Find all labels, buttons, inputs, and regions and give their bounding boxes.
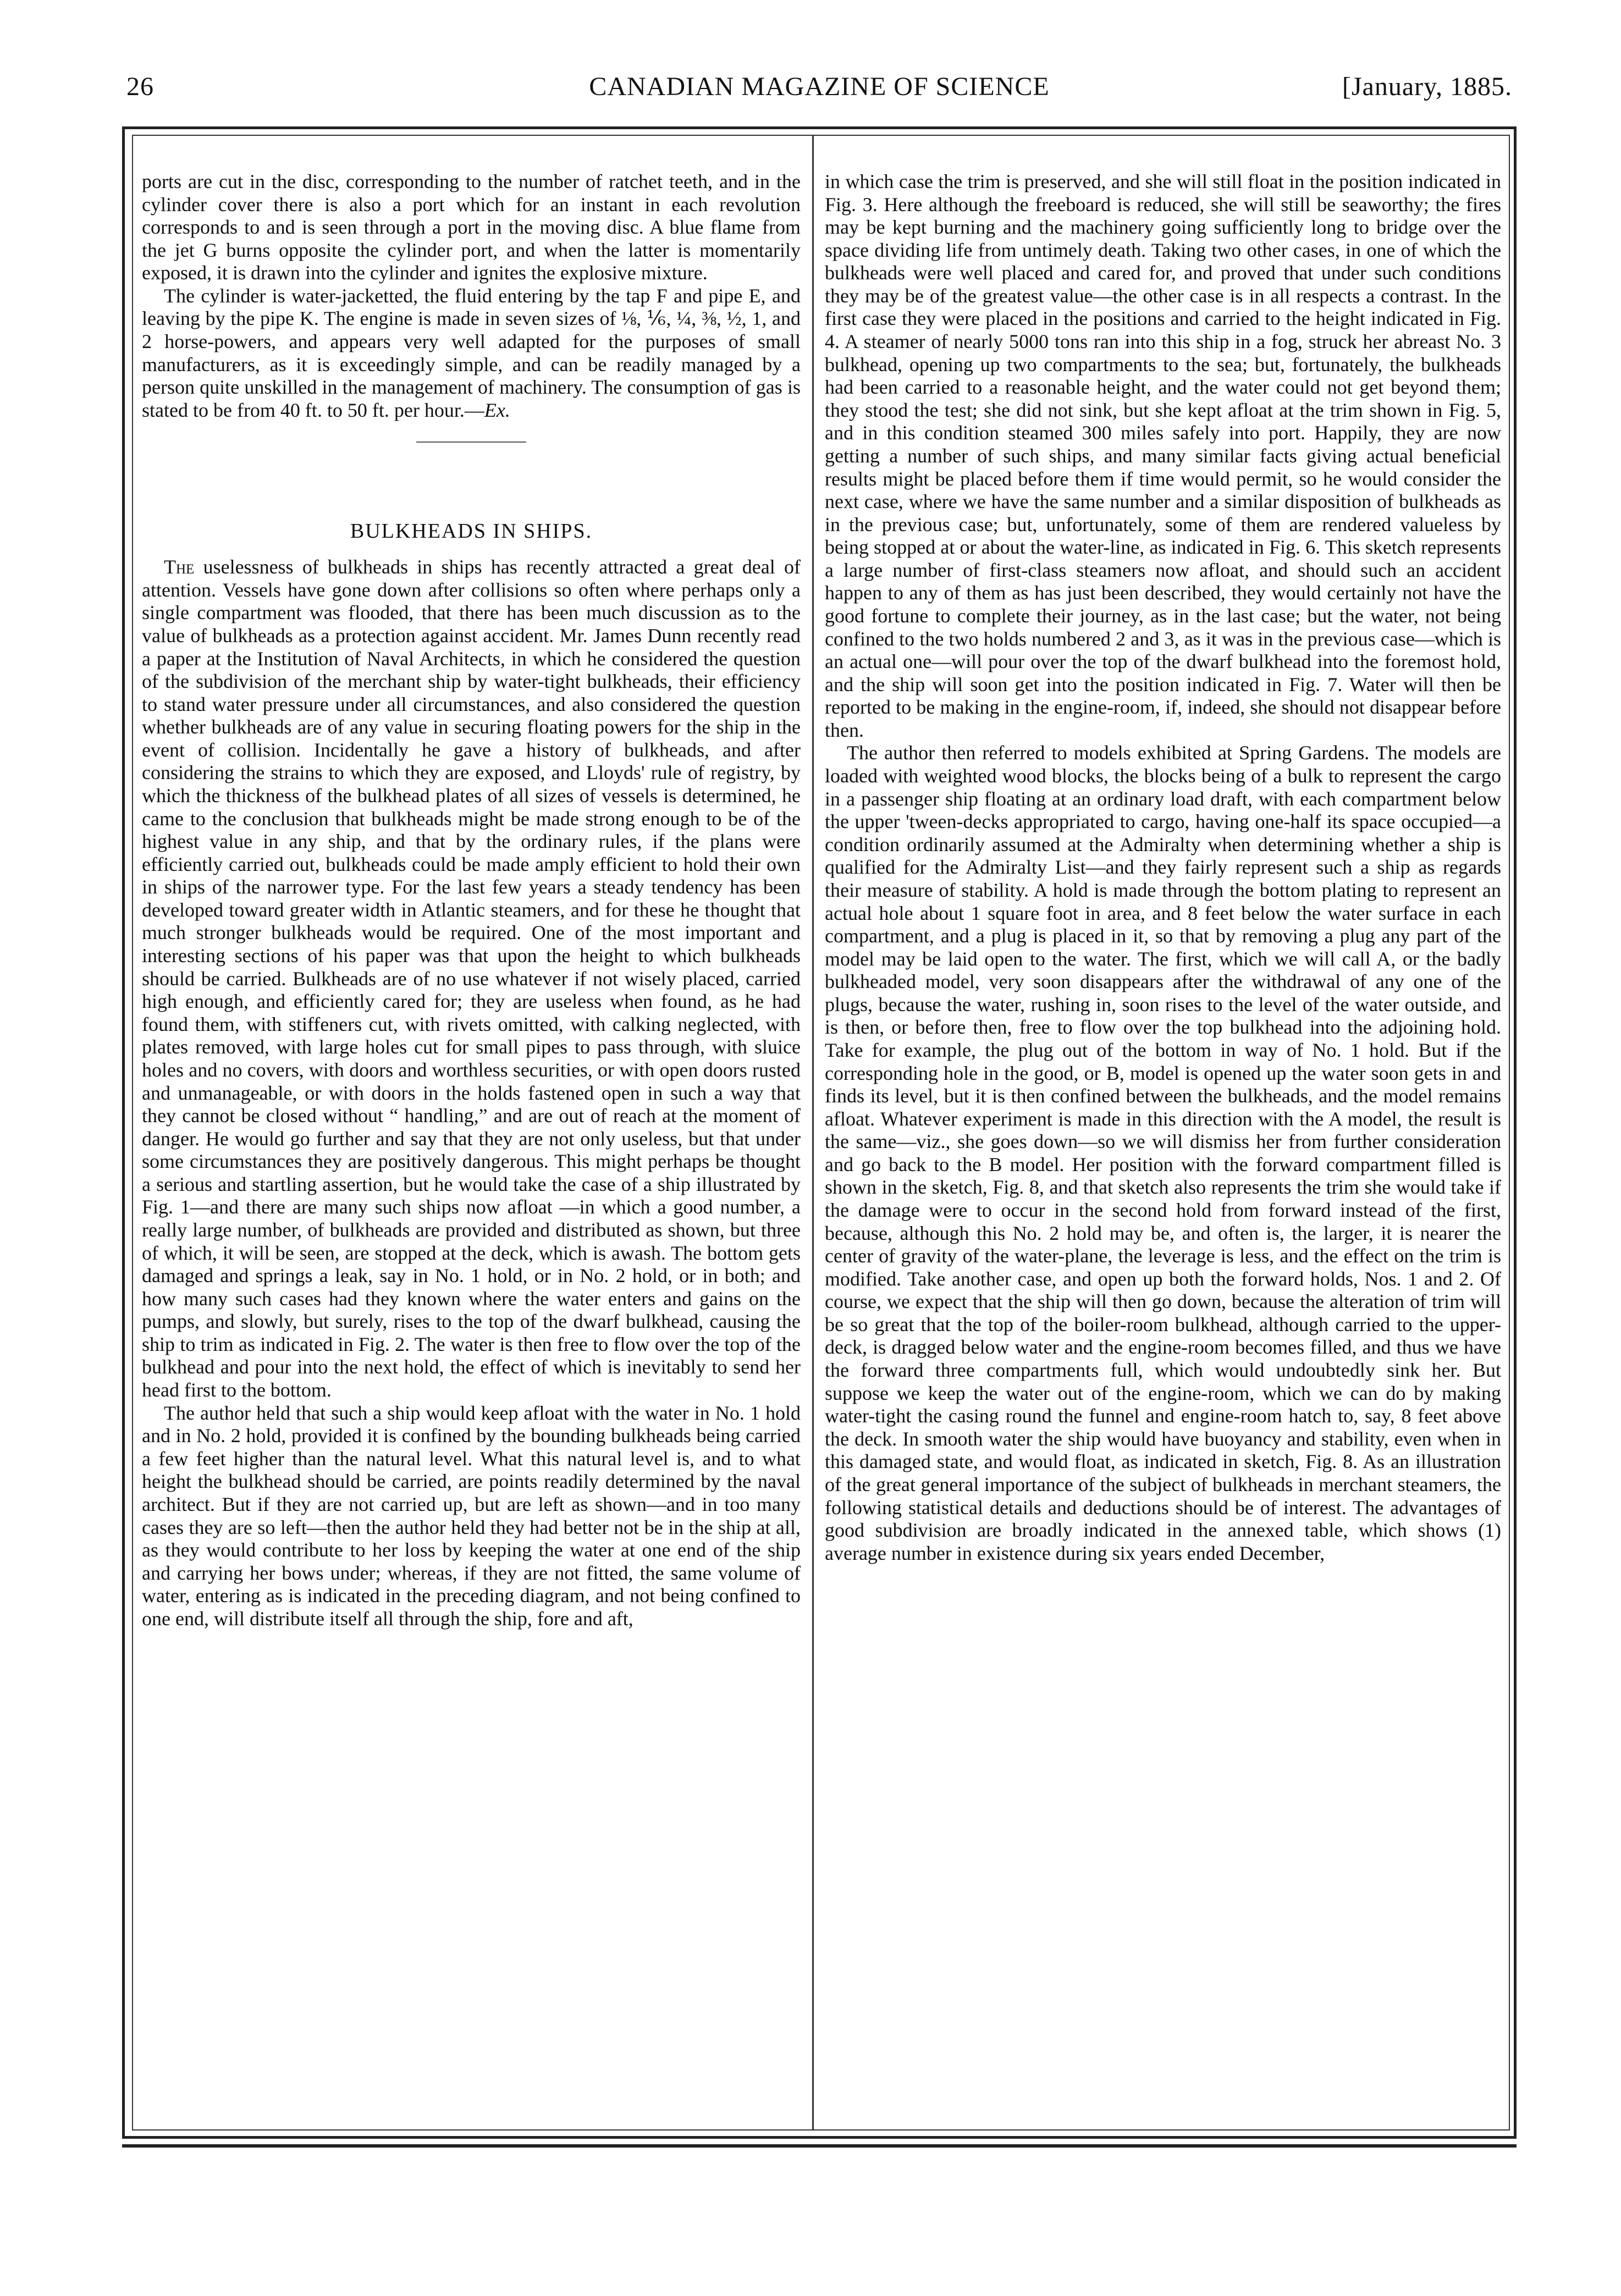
bulkhead-intro-text: uselessness of bulkheads in ships has recently attracted a great deal of attention. Vessels have gone down after collisions so often where perhaps only a single compartment was flooded, that there has been much discussion as to the value of bulkheads as a protection against accident. Mr. James Dunn recently read a paper at the Institution of Naval Architects, in which he considered the question of the subdivision of the merchant ship by water-tight bulkheads, their efficiency to stand water pressure under all circumstances, and also considered the question whether bulkheads are of any value in securing floating powers for the ship in the event of collision. Incidentally he gave a history of bulkheads, and after considering the strains to which they are exposed, and Lloyds' rule of registry, by which the thickness of the bulkhead plates of all sizes of vessels is determined, he came to the conclusion that bulkheads might be made strong enough to be of the highest value in any ship, and that by the ordinary rules, if the plans were efficiently carried out, bulkheads could be made amply efficient to hold their own in ships of the narrower type. For the last few years a steady tendency has been developed toward greater width in Atlantic steamers, and for these he thought that much stronger bulkheads would be required. One of the most important and interesting sections of his paper was that upon the height to which bulkheads should be carried. Bulkheads are of no use whatever if not wisely placed, carried high enough, and efficiently cared for; they are useless when found, as he had found them, with stiffeners cut, with rivets omitted, with calking neglected, with plates removed, with large holes cut for small pipes to pass through, with sluice holes and no covers, with doors and worthless securities, or with open doors rusted and unmanageable, or with doors in the holds fastened open in such a way that they cannot be closed without “ handling,” and are out of reach at the moment of danger. He would go further and say that they are not only useless, but that under some circumstances they are positively dangerous. This might perhaps be thought a serious and startling assertion, but he would take the case of a ship illustrated by Fig. 1—and there are many such ships now afloat —in which a good number, a really large number, of bulkheads are provided and distributed as shown, but three of which, it will be seen, are stopped at the deck, which is awash. The bottom gets damaged and springs a leak, say in No. 1 hold, or in No. 2 hold, or in both; and how many such cases had they known where the water enters and gains on the pumps, and slowly, but surely, rises to the top of the dwarf bulkhead, causing the ship to trim as indicated in Fig. 2. The water is then free to flow over the top of the bulkhead and pour into the next hold, the effect of which is inevitably to send her head first to the bottom. bbox=[142, 556, 801, 1401]
bottom-rule bbox=[122, 2144, 1517, 2148]
engine-text: The cylinder is water-jacketted, the fluid entering by the tap F and pipe E, and leaving by the pipe K. The engine is made in seven sizes of ⅛, ⅙, ¼, ⅜, ½, 1, and 2 horse-powers, and appears very well adapted for the purposes of small manufacturers, as it is exceedingly simple, and can be readily managed by a person quite unskilled in the management of machinery. The consumption of gas is stated to be from 40 ft. to 50 ft. per hour.— bbox=[142, 284, 801, 421]
section-ornament bbox=[142, 424, 801, 448]
lead-word: The bbox=[164, 556, 195, 578]
left-paragraph-4: The author held that such a ship would keep afloat with the water in No. 1 hold and in No. 2 hold, provided it is confined by the bounding bulkheads being carried a few feet higher than the natural level. What this natural level is, and to what height the bulkhead should be carried, are points readily determined by the naval architect. But if they are not carried up, but are left as shown—and in too many cases they are so left—then the author held they had better not be in the ship at all, as they would contribute to her loss by keeping the water at one end of the ship and carrying her bows under; whereas, if they are not fitted, the same volume of water, entering as is indicated in the preceding diagram, and not being confined to one end, will distribute itself all through the ship, fore and aft, bbox=[142, 1401, 801, 1630]
left-paragraph-2 bbox=[142, 285, 801, 422]
left-paragraph-3 bbox=[142, 556, 801, 1401]
issue-date: [January, 1885. bbox=[1342, 72, 1512, 101]
running-header bbox=[126, 71, 1512, 110]
right-column bbox=[825, 170, 1501, 2128]
left-column bbox=[142, 170, 801, 2128]
source-citation: Ex. bbox=[484, 399, 510, 421]
section-title: BULKHEADS IN SHIPS. bbox=[350, 520, 593, 543]
page-number: 26 bbox=[126, 72, 154, 101]
column-divider bbox=[812, 135, 814, 2131]
left-paragraph-1: ports are cut in the disc, corresponding to the number of ratchet teeth, and in the cylinder cover there is also a port which for an instant in each revolution corresponds to and is seen through a port in the moving disc. A blue flame from the jet G burns opposite the cylinder port, and when the latter is momentarily exposed, it is drawn into the cylinder and ignites the explosive mixture. bbox=[142, 170, 801, 284]
right-paragraph-2: The author then referred to models exhibited at Spring Gardens. The models are loaded with weighted wood blocks, the blocks being of a bulk to represent the cargo in a passenger ship floating at an ordinary load draft, with each compartment below the upper 'tween-decks appropriated to cargo, having one-half its space occupied—a condition ordinarily assumed at the Admiralty when determining whether a ship is qualified for the Admiralty List—and they fairly represent such a ship as regards their measure of stability. A hold is made through the bottom plating to represent an actual hole about 1 square foot in area, and 8 feet below the water surface in each compartment, and a plug is placed in it, so that by removing a plug any part of the model may be laid open to the water. The first, which we will call A, or the badly bulkheaded model, very soon disappears after the withdrawal of any one of the plugs, because the water, rushing in, soon rises to the level of the water outside, and is then, or before then, free to flow over the top bulkhead into the adjoining hold. Take for example, the plug out of the bottom in way of No. 1 hold. But if the corresponding hole in the good, or B, model is opened up the water soon gets in and finds its level, but it is then confined between the bulkheads, and the model remains afloat. Whatever experiment is made in this direction with the A model, the result is the same—viz., she goes down—so we will dismiss her from further consideration and go back to the B model. Her position with the forward compartment filled is shown in the sketch, Fig. 8, and that sketch also represents the trim she would take if the damage were to occur in the second hold from forward instead of the first, because, although this No. 2 hold may be, and often is, the larger, it is nearer the center of gravity of the water-plane, the leverage is less, and the effect on the trim is modified. Take another case, and open up both the forward holds, Nos. 1 and 2. Of course, we expect that the ship will then go down, because the alteration of trim will be so great that the top of the boiler-room bulkhead, although carried to the upper-deck, is dragged below water and the engine-room becomes filled, and thus we have the forward three compartments full, which would undoubtedly sink her. But suppose we keep the water out of the engine-room, which we can do by making water-tight the casing round the funnel and engine-room hatch to, say, 8 feet above the deck. In smooth water the ship would have buoyancy and stability, even when in this damaged state, and would float, as indicated in sketch, Fig. 8. As an illustration of the great general importance of the subject of bulkheads in merchant steamers, the following statistical details and deductions should be of interest. The advantages of good subdivision are broadly indicated in the annexed table, which shows (1) average number in existence during six years ended December, bbox=[825, 742, 1501, 1564]
journal-title: CANADIAN MAGAZINE OF SCIENCE bbox=[589, 72, 1050, 101]
right-paragraph-1: in which case the trim is preserved, and she will still float in the position indicated in Fig. 3. Here although the freeboard is reduced, she will still be seaworthy; the fires may be kept burning and the machinery going sufficiently long to bridge over the space dividing life from untimely death. Taking two other cases, in one of which the bulkheads were well placed and cared for, and proved that under such conditions they may be of the greatest value—the other case is in all respects a contrast. In the first case they were placed in the positions and carried to the height indicated in Fig. 4. A steamer of nearly 5000 tons ran into this ship in a fog, struck her abreast No. 3 bulkhead, opening up two compartments to the sea; but, fortunately, the bulkheads had been carried to a reasonable height, and the water could not get beyond them; they stood the test; she did not sink, but she kept afloat at the trim shown in Fig. 5, and in this condition steamed 300 miles safely into port. Happily, they are now getting a number of such ships, and many similar facts giving actual beneficial results might be placed before them if time would permit, so he would consider the next case, where we have the same number and a similar disposition of bulkheads as in the previous case; but, unfortunately, some of them are rendered valueless by being stopped at or about the water-line, as indicated in Fig. 6. This sketch represents a large number of first-class steamers now afloat, and should such an accident happen to any of them as has just been described, they would certainly not have the good fortune to complete their journey, as in the last case; but the water, not being confined to the two holds numbered 2 and 3, as it was in the previous case—which is an actual one—will pour over the top of the dwarf bulkhead into the foremost hold, and the ship will soon get into the position indicated in Fig. 7. Water will then be reported to be making in the engine-room, if, indeed, she should not disappear before then. bbox=[825, 170, 1501, 741]
